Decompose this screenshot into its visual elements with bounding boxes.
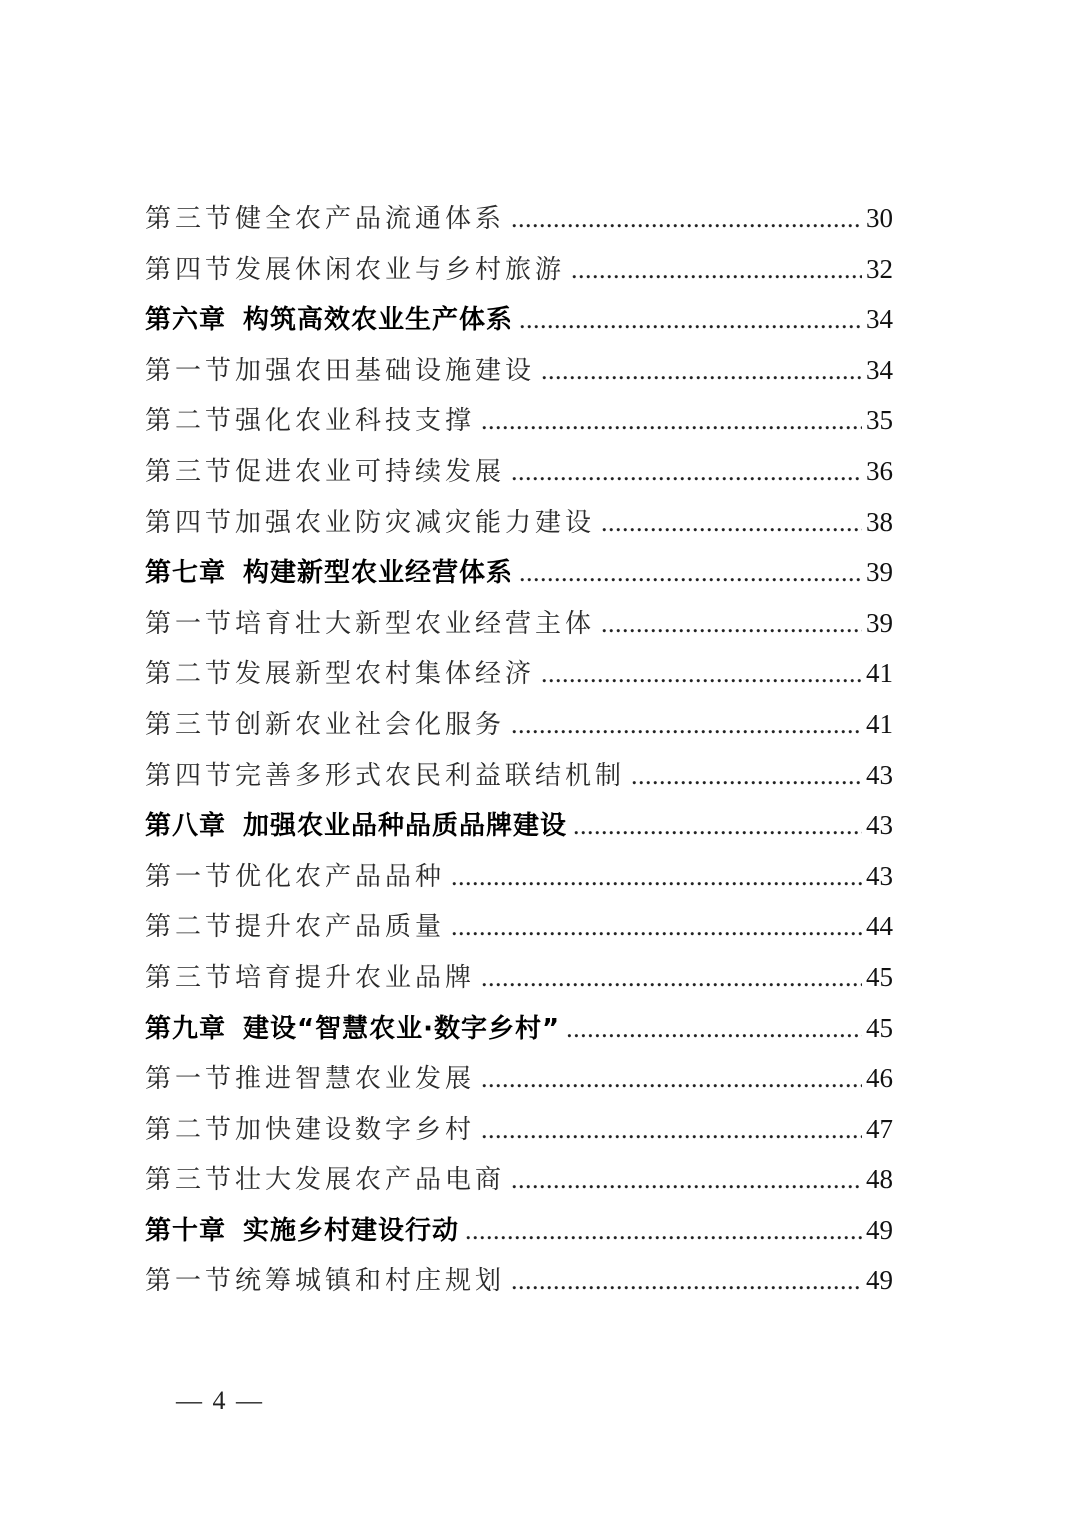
dot-leader [566,1004,862,1055]
toc-entry-page: 36 [866,455,893,486]
toc-entry-title: 促进农业可持续发展 [235,456,506,487]
toc-entry-number: 第四节 [145,507,236,538]
toc-entry-number: 第十章 [145,1215,227,1246]
toc-entry-number: 第一节 [145,1064,236,1095]
page-number-footer: — 4 — [176,1386,264,1415]
toc-entry-title: 构建新型农业经营体系 [243,558,514,589]
dot-leader [519,548,862,599]
toc-entry-number: 第三节 [145,204,236,234]
toc-entry[interactable] [145,648,893,699]
dot-leader [571,245,862,296]
toc-entry-number: 第六章 [145,305,227,336]
toc-entry-page: 38 [866,506,893,537]
table-of-contents [145,193,893,1306]
toc-entry-label [145,649,535,700]
toc-entry-number: 第一节 [145,608,236,639]
toc-entry-page: 41 [866,708,893,739]
toc-entry[interactable] [145,750,893,801]
dot-leader [511,1155,862,1206]
toc-entry-page: 30 [866,203,893,233]
toc-entry-label [145,498,595,549]
dot-leader [511,194,862,245]
toc-chapter-entry[interactable] [145,547,893,598]
toc-entry-label [145,801,567,852]
dot-leader [573,801,862,852]
toc-entry-title: 优化农产品品种 [235,861,446,892]
toc-entry-label [145,548,513,599]
toc-entry[interactable] [145,952,893,1003]
toc-entry-label [145,953,475,1004]
toc-entry-title: 培育壮大新型农业经营主体 [235,608,596,639]
toc-entry-number: 第二节 [145,659,236,690]
toc-entry-page: 32 [866,253,893,284]
toc-entry-page: 43 [866,759,893,790]
toc-entry-number: 第一节 [145,861,236,892]
dot-leader [511,1256,862,1307]
toc-entry-title: 构筑高效农业生产体系 [243,305,514,336]
dot-leader [601,498,862,549]
toc-entry[interactable] [145,1255,893,1306]
toc-entry-page: 43 [866,810,893,841]
toc-entry-number: 第四节 [145,760,236,791]
toc-entry-page: 41 [866,658,893,689]
toc-entry-label [145,1206,459,1257]
dot-leader [481,953,862,1004]
toc-entry[interactable] [145,345,893,396]
toc-entry-title: 完善多形式农民利益联结机制 [235,760,626,791]
toc-entry-title: 提升农产品质量 [235,912,446,943]
toc-entry-title: 强化农业科技支撑 [235,406,476,437]
toc-entry-label [145,295,513,346]
dot-leader [511,700,862,751]
toc-entry-number: 第七章 [145,558,227,589]
toc-entry-page: 34 [866,354,893,385]
toc-entry-title: 建设“智慧农业·数字乡村” [243,1013,561,1044]
toc-entry[interactable] [145,1154,893,1205]
toc-entry[interactable] [145,699,893,750]
dot-leader [631,751,862,802]
toc-entry-label [145,1054,475,1105]
toc-entry-label [145,447,505,498]
toc-entry-title: 推进智慧农业发展 [235,1064,476,1095]
toc-chapter-entry[interactable] [145,1003,893,1054]
toc-entry-number: 第二节 [145,912,236,943]
dot-leader [511,447,862,498]
toc-entry-number: 第三节 [145,1165,236,1196]
toc-entry-label [145,245,565,296]
toc-entry-number: 第九章 [145,1013,227,1044]
toc-entry[interactable] [145,1104,893,1155]
toc-entry[interactable] [145,446,893,497]
toc-entry-page: 34 [866,304,893,335]
toc-entry[interactable] [145,851,893,902]
toc-entry[interactable] [145,1053,893,1104]
toc-entry-title: 统筹城镇和村庄规划 [235,1266,506,1297]
toc-entry-number: 第二节 [145,406,236,437]
dot-leader [481,1054,862,1105]
toc-entry-title: 发展新型农村集体经济 [235,659,536,690]
toc-entry-label [145,700,505,751]
dot-leader [451,902,862,953]
toc-entry-title: 壮大发展农产品电商 [235,1165,506,1196]
dot-leader [481,1105,862,1156]
toc-entry-label [145,1105,475,1156]
toc-entry-number: 第一节 [145,355,236,386]
toc-entry-label [145,346,535,397]
toc-entry-number: 第三节 [145,456,236,487]
toc-entry-label [145,396,475,447]
toc-entry[interactable] [145,598,893,649]
toc-entry-page: 49 [866,1265,893,1296]
toc-entry-page: 46 [866,1063,893,1094]
dot-leader [519,295,862,346]
dot-leader [481,396,862,447]
toc-chapter-entry[interactable] [145,294,893,345]
toc-entry-label [145,194,505,245]
toc-entry-title: 实施乡村建设行动 [243,1215,460,1246]
toc-entry[interactable] [145,395,893,446]
toc-entry-page: 45 [866,1012,893,1043]
toc-entry-title: 健全农产品流通体系 [235,204,506,234]
toc-entry-title: 发展休闲农业与乡村旅游 [235,254,566,285]
toc-entry-page: 43 [866,860,893,891]
toc-entry-label [145,1256,505,1307]
toc-entry-label [145,599,595,650]
toc-entry-title: 加强农业防灾减灾能力建设 [235,507,596,538]
toc-entry-label [145,751,625,802]
toc-entry-page: 49 [866,1214,893,1245]
toc-entry-label [145,1004,560,1055]
toc-entry-title: 创新农业社会化服务 [235,709,506,740]
dot-leader [465,1206,862,1257]
toc-entry[interactable] [145,244,893,295]
toc-entry-page: 47 [866,1113,893,1144]
toc-entry[interactable] [145,497,893,548]
toc-entry-page: 35 [866,405,893,436]
dot-leader [601,599,862,650]
toc-entry[interactable] [145,901,893,952]
toc-entry-title: 加快建设数字乡村 [235,1114,476,1145]
dot-leader [451,852,862,903]
toc-entry-page: 45 [866,961,893,992]
toc-entry-number: 第一节 [145,1266,236,1297]
toc-entry-label [145,852,445,903]
toc-entry-page: 39 [866,557,893,588]
toc-entry-page: 48 [866,1164,893,1195]
toc-entry-title: 加强农业品种品质品牌建设 [243,811,568,842]
toc-entry-number: 第八章 [145,811,227,842]
toc-entry-title: 培育提升农业品牌 [235,962,476,993]
toc-entry-label [145,902,445,953]
toc-chapter-entry[interactable] [145,1205,893,1256]
toc-entry-page: 44 [866,911,893,942]
toc-entry-page: 39 [866,607,893,638]
toc-entry-number: 第四节 [145,254,236,285]
toc-entry-label [145,1155,505,1206]
dot-leader [541,346,862,397]
toc-chapter-entry[interactable] [145,800,893,851]
toc-entry-number: 第三节 [145,709,236,740]
dot-leader [541,649,862,700]
toc-entry[interactable] [145,193,893,244]
toc-entry-number: 第二节 [145,1114,236,1145]
toc-entry-number: 第三节 [145,962,236,993]
toc-entry-title: 加强农田基础设施建设 [235,355,536,386]
